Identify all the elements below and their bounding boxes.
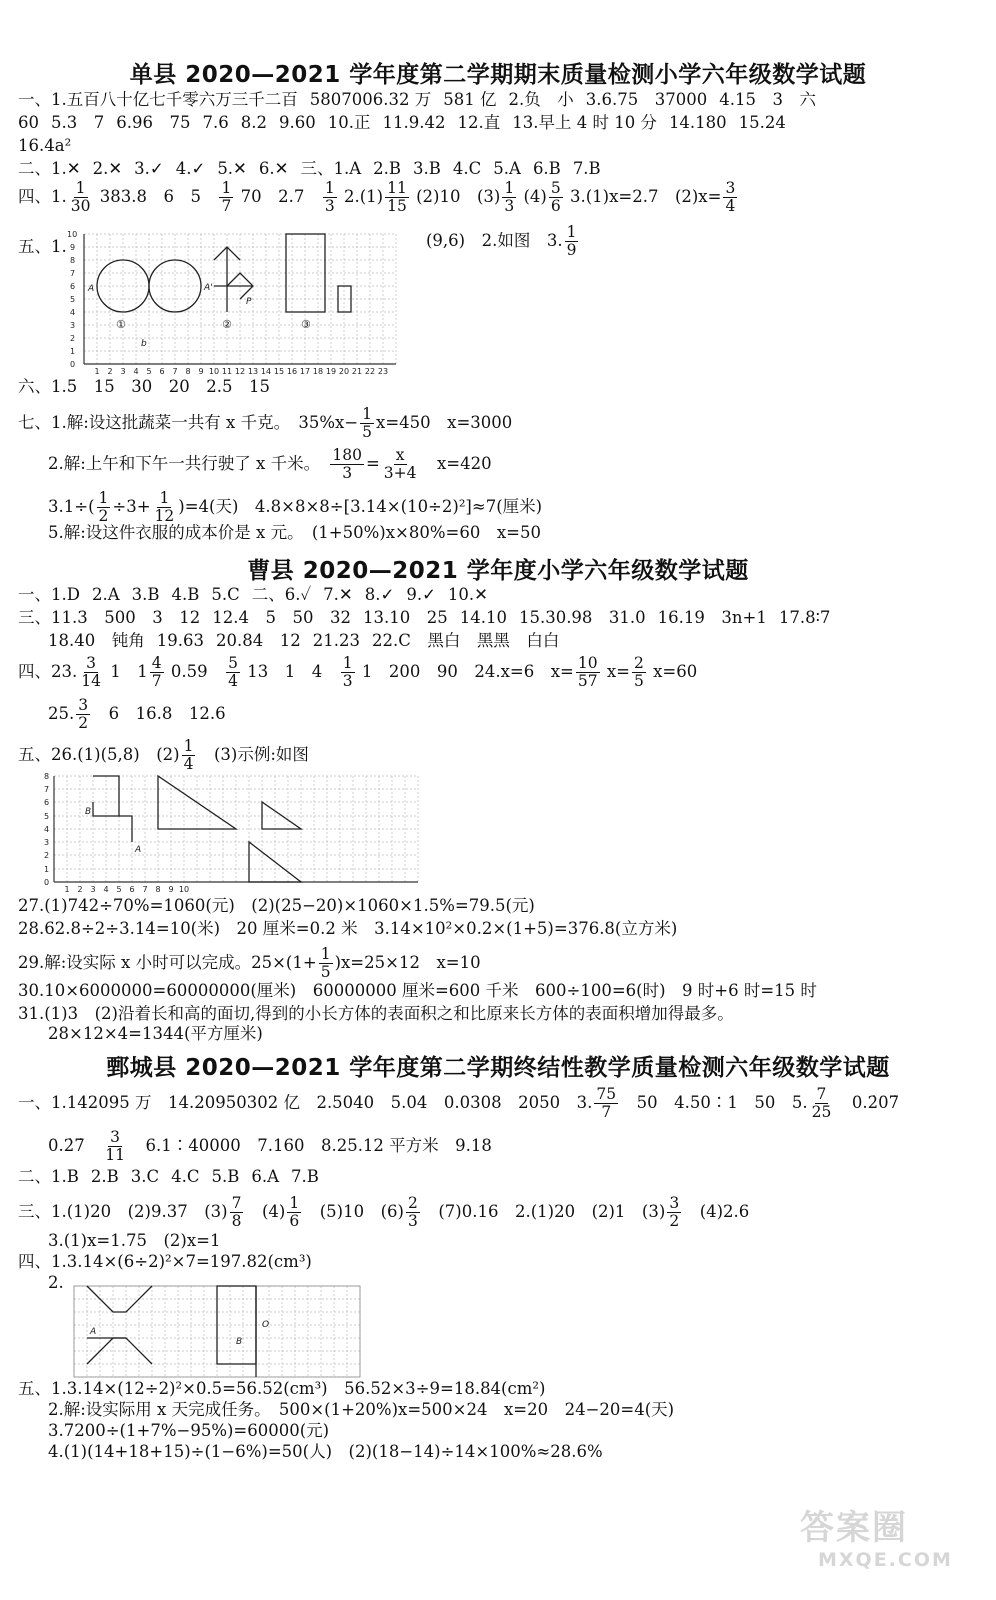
s3-l1-b: 50 4.50∶1 50 5. <box>636 1093 808 1112</box>
s3-l2-b: 6.1∶40000 7.160 8.25.12 平方米 9.18 <box>145 1136 492 1155</box>
s2-l2-6: 17.8∶7 <box>778 608 831 627</box>
s2-l4-e: 1 200 90 24.x=6 x= <box>361 662 574 681</box>
x-tick: 9 <box>168 885 174 894</box>
s3-l4-d: (7)0.16 2.(1)20 (2)1 (3) <box>438 1202 666 1221</box>
s3-l1-a: 一、1.142095 万 14.20950302 亿 2.5040 5.04 0.0308 2050 3. <box>18 1093 593 1112</box>
s2-l6-b: (3)示例:如图 <box>213 745 309 764</box>
y-tick: 7 <box>70 269 76 278</box>
s2-line4 <box>18 655 988 690</box>
fraction: $\frac{1}{4}$ <box>183 737 194 773</box>
s3-l3-4: 5.B <box>211 1167 240 1186</box>
s1-l10-c: )=4(天) 4.8×8×8÷[3.14×(10÷2)²]≈7(厘米) <box>178 497 543 516</box>
s3-l3-3: 4.C <box>171 1167 200 1186</box>
x-tick: 2 <box>107 367 113 376</box>
s2-line2 <box>18 607 988 629</box>
s3-line5: 3.(1)x=1.75 (2)x=1 <box>48 1231 221 1250</box>
grid3-shapes <box>87 1286 256 1377</box>
fraction: $\frac{5}{4}$ <box>228 654 238 690</box>
s1-l4-7: 2.B <box>373 159 402 178</box>
s1-l2-2: 6.96 75 <box>116 113 191 132</box>
s3-l3-5: 6.A <box>251 1167 280 1186</box>
s2-l4-d: 13 1 4 <box>247 662 323 681</box>
x-tick: 3 <box>120 367 126 376</box>
s3-line2 <box>48 1129 996 1164</box>
fraction: $\frac{1}{2}$ <box>98 489 109 525</box>
x-tick: 8 <box>155 885 161 894</box>
y-tick: 9 <box>70 243 76 252</box>
x-tick: 4 <box>103 885 109 894</box>
s2-l5-b: 6 16.8 12.6 <box>108 704 226 723</box>
y-tick: 6 <box>44 798 50 807</box>
s3-l2-a: 0.2̇7̇ <box>48 1136 85 1155</box>
x-tick: 2 <box>77 885 83 894</box>
s1-l2-8: 12.直 <box>457 113 501 132</box>
label-a: A <box>90 1327 97 1337</box>
s3-l4-c: (5)10 (6) <box>319 1202 404 1221</box>
y-tick: 0 <box>70 360 76 369</box>
fraction: $\frac{3}{2}$ <box>78 696 89 732</box>
s1-l2-11: 15.24 <box>738 113 786 132</box>
fraction: $\frac{3}{14}$ <box>81 654 101 690</box>
x-tick-labels <box>64 885 189 894</box>
s1-l1-5: 4.15 3 六 <box>719 90 816 109</box>
fraction: $\frac{10}{57}$ <box>577 654 598 690</box>
s1-line4 <box>18 158 988 180</box>
fraction: $\frac{1}{5}$ <box>320 945 331 981</box>
s1-line5 <box>18 180 988 215</box>
coordinate-grid-3 <box>70 1282 370 1382</box>
s1-line8 <box>18 406 988 441</box>
x-tick-labels <box>94 367 388 376</box>
watermark-logo: 答案圈 <box>800 1508 908 1548</box>
s1-l4-6: 三、1.A <box>300 159 362 178</box>
x-tick: 22 <box>364 367 376 376</box>
y-tick: 2 <box>44 851 50 860</box>
s1-l1-1: 5807006.32 万 <box>309 90 432 109</box>
s1-l9-b: x=420 <box>437 454 492 473</box>
s1-l4-12: 7.B <box>572 159 601 178</box>
s2-line9 <box>18 946 988 981</box>
y-tick-labels <box>67 230 77 369</box>
s1-line3: 16.4a² <box>18 136 72 155</box>
x-tick: 14 <box>260 367 272 376</box>
fraction: $\frac{1}{12}$ <box>154 489 175 525</box>
x-tick: 10 <box>208 367 220 376</box>
title-juancheng: 鄄城县 2020—2021 学年度第二学期终结性教学质量检测六年级数学试题 <box>106 1055 890 1081</box>
s1-l4-8: 3.B <box>413 159 441 178</box>
s1-l2-4: 8.2 <box>240 113 267 132</box>
y-tick: 2 <box>70 334 76 343</box>
s3-l1-c: 0.2̇07̇ <box>851 1093 900 1112</box>
s2-l2-3: 14.10 <box>459 608 507 627</box>
y-tick: 8 <box>44 772 50 781</box>
s1-l5-g: (4) <box>523 187 547 206</box>
s2-line1 <box>18 584 988 606</box>
s1-line7: 六、1.5 15 30 20 2.5 15 <box>18 377 270 396</box>
x-tick: 21 <box>351 367 363 376</box>
s2-l4-b: 1 1 <box>110 662 148 681</box>
s2-l1-7: 8.✓ <box>364 585 395 604</box>
s2-l2-5: 16.19 3n+1 <box>657 608 767 627</box>
fraction: $\frac{2}{3}$ <box>407 1194 418 1230</box>
s3-l4-e: (4)2.6 <box>699 1202 750 1221</box>
y-tick: 4 <box>70 308 76 317</box>
s2-l1-3: 4.B <box>171 585 200 604</box>
fraction: $\frac{1}{3}$ <box>504 179 515 215</box>
s2-l2-1: 12.4 5 50 32 <box>212 608 351 627</box>
label-a: A <box>135 845 142 855</box>
x-tick: 3 <box>90 885 96 894</box>
s2-l1-8: 9.✓ <box>406 585 436 604</box>
s1-line11: 5.解:设这件衣服的成本价是 x 元。 (1+50%)x×80%=60 x=50 <box>48 523 541 542</box>
fraction: $\frac{3}{4}$ <box>725 179 736 215</box>
x-tick: 18 <box>312 367 324 376</box>
s3-l4-b: (4) <box>261 1202 286 1221</box>
y-tick: 3 <box>44 838 50 847</box>
label-circled-2: ② <box>222 318 232 331</box>
fraction: $\frac{75}{7}$ <box>596 1085 617 1121</box>
s2-l6-a: 五、26.(1)(5,8) (2) <box>18 745 180 764</box>
y-tick: 10 <box>67 230 78 239</box>
s3-line9: 2.解:设实际用 x 天完成任务。 500×(1+20%)x=500×24 x=20 24−20=4(天) <box>48 1400 675 1419</box>
watermark <box>800 1500 953 1571</box>
s2-l1-6: 7.✕ <box>323 585 353 604</box>
s1-line1 <box>18 89 988 111</box>
s1-l4-4: 5.✕ <box>217 159 247 178</box>
x-tick: 4 <box>133 367 139 376</box>
s1-l4-3: 4.✓ <box>175 159 206 178</box>
s1-l2-6: 10.正 <box>327 113 371 132</box>
s1-line2 <box>18 112 988 134</box>
x-tick: 15 <box>273 367 285 376</box>
s2-l1-4: 5.C <box>211 585 240 604</box>
s1-l5-c: 70 2.7 <box>240 187 305 206</box>
x-tick: 1 <box>64 885 70 894</box>
s1-l5-b: 383.8 6 5 <box>99 187 201 206</box>
s1-l10-a: 3.1÷( <box>48 497 95 516</box>
label-a: A <box>88 284 95 294</box>
s2-l1-9: 10.✕ <box>447 585 488 604</box>
s3-line3 <box>18 1166 988 1188</box>
s3-l3-6: 7.B <box>291 1167 319 1186</box>
s1-line10 <box>48 490 996 525</box>
x-tick: 1 <box>94 367 100 376</box>
s2-l4-c: 0.59 <box>170 662 208 681</box>
s1-l8-b: x=450 x=3000 <box>376 413 513 432</box>
s1-l5-e: (2)10 (3) <box>416 187 501 206</box>
s3-l3-2: 3.C <box>130 1167 160 1186</box>
label-circled-3: ③ <box>301 318 311 331</box>
s2-line11: 31.(1)3 (2)沿着长和高的面切,得到的小长方体的表面积之和比原来长方体的表面积增加得最多。 <box>18 1004 734 1023</box>
fraction: $\frac{180}{3}$ <box>332 446 362 482</box>
y-tick: 0 <box>44 878 50 887</box>
x-tick: 6 <box>129 885 135 894</box>
s3-line11: 4.(1)(14+18+15)÷(1−6%)=50(人) (2)(18−14)÷14×100%≈28.6% <box>48 1442 603 1461</box>
label-a-prime: A' <box>204 283 213 293</box>
s3-l4-a: 三、1.(1)20 (2)9.37 (3) <box>18 1202 228 1221</box>
fraction: $\frac{7}{8}$ <box>231 1194 242 1230</box>
s1-l4-10: 5.A <box>493 159 521 178</box>
x-tick: 17 <box>299 367 311 376</box>
x-tick: 5 <box>116 885 122 894</box>
s2-l1-0: 一、1.D <box>18 585 80 604</box>
s2-l5-a: 25. <box>48 704 75 723</box>
y-tick: 3 <box>70 321 76 330</box>
y-tick: 5 <box>70 295 76 304</box>
s1-l4-5: 6.✕ <box>258 159 289 178</box>
y-tick: 1 <box>70 347 76 356</box>
s2-l3-1: 19.63 <box>156 631 204 650</box>
x-tick: 7 <box>172 367 178 376</box>
x-tick: 13 <box>247 367 259 376</box>
s2-l1-1: 2.A <box>91 585 120 604</box>
watermark-url: MXQE.COM <box>818 1549 953 1571</box>
fraction: $\frac{5}{6}$ <box>550 179 561 215</box>
x-tick: 20 <box>338 367 350 376</box>
s2-l3-4: 22.C 黑白 黑黑 白白 <box>371 631 560 650</box>
s3-l3-1: 2.B <box>90 1167 119 1186</box>
fraction: $\frac{7}{25}$ <box>811 1085 832 1121</box>
s1-l2-3: 7.6 <box>202 113 229 132</box>
s1-l6-rest <box>426 224 726 259</box>
x-tick: 10 <box>178 885 190 894</box>
label-p: P <box>246 297 252 307</box>
s2-l9-a: 29.解:设实际 x 小时可以完成。25×(1+ <box>18 953 317 972</box>
s1-l6-prefix: 五、1. <box>18 237 67 256</box>
y-tick: 4 <box>44 825 50 834</box>
s3-line6: 四、1.3.14×(6÷2)²×7=197.82(cm³) <box>18 1252 312 1271</box>
s1-l5-a: 四、1. <box>18 187 67 206</box>
label-o: O <box>262 1320 270 1330</box>
s3-l3-0: 二、1.B <box>18 1167 79 1186</box>
s1-l2-0: 60 <box>18 113 39 132</box>
coordinate-grid-1 <box>64 224 404 376</box>
s2-line5 <box>48 697 996 732</box>
s1-l4-0: 二、1.✕ <box>18 159 81 178</box>
y-tick: 6 <box>70 282 76 291</box>
s2-l3-3: 21.23 <box>312 631 360 650</box>
s1-l1-2: 581 亿 <box>443 90 497 109</box>
s3-line8: 五、1.3.14×(12÷2)²×0.5=56.52(cm³) 56.52×3÷9=18.84(cm²) <box>18 1379 546 1398</box>
fraction: $\frac{11}{15}$ <box>387 179 407 215</box>
s1-l2-7: 11.9.42 <box>382 113 446 132</box>
s1-l8-a: 七、1.解:设这批蔬菜一共有 x 千克。 35%x− <box>18 413 359 432</box>
s1-l4-11: 6.B <box>532 159 561 178</box>
label-b: B <box>85 807 92 817</box>
x-tick: 19 <box>325 367 337 376</box>
s1-l4-1: 2.✕ <box>92 159 123 178</box>
s1-l9-eq: = <box>365 454 380 473</box>
s1-l6-b: (9,6) 2.如图 3. <box>426 231 563 250</box>
fraction: $\frac{3}{2}$ <box>669 1194 680 1230</box>
x-tick: 11 <box>221 367 233 376</box>
s1-l4-9: 4.C <box>452 159 482 178</box>
s2-l1-5: 二、6.✓ <box>251 585 312 604</box>
label-circled-1: ① <box>116 318 126 331</box>
grid3-labels <box>89 1320 269 1347</box>
s1-l2-9: 13.早上 4 时 10 分 <box>512 113 657 132</box>
fraction: $\frac{1}{6}$ <box>289 1194 300 1230</box>
x-tick: 6 <box>159 367 165 376</box>
s2-l4-g: x= <box>606 662 630 681</box>
s2-l4-a: 四、23. <box>18 662 78 681</box>
y-tick: 7 <box>44 785 50 794</box>
s1-l5-h: 3.(1)x=2.7 (2)x= <box>569 187 722 206</box>
s1-line9 <box>48 447 996 482</box>
fraction: $\frac{1}{3}$ <box>342 654 353 690</box>
fraction: $\frac{3}{11}$ <box>105 1128 125 1164</box>
y-tick: 8 <box>70 256 76 265</box>
s2-l4-h: x=60 <box>653 662 698 681</box>
fraction: $\frac{1}{30}$ <box>70 179 91 215</box>
s1-l2-1: 5.3 7 <box>51 113 105 132</box>
s2-line3 <box>48 630 996 652</box>
s1-l10-b: ÷3+ <box>112 497 151 516</box>
y-tick-labels <box>44 772 49 887</box>
s2-l9-b: )x=25×12 x=10 <box>334 953 481 972</box>
coordinate-grid-2 <box>36 770 436 898</box>
title-caoxian: 曹县 2020—2021 学年度小学六年级数学试题 <box>247 558 749 584</box>
s2-l2-0: 三、11.3 500 3 12 <box>18 608 201 627</box>
fraction: $\frac{1}{7}$ <box>221 179 232 215</box>
title-shanxian: 单县 2020—2021 学年度第二学期期末质量检测小学六年级数学试题 <box>129 62 867 88</box>
s1-l1-4: 3.6.75 37000 <box>585 90 708 109</box>
s2-line8: 28.62.8÷2÷3.14=10(米) 20 厘米=0.2 米 3.14×10²×0.2×(1+5)=376.8(立方米) <box>18 919 678 938</box>
x-tick: 8 <box>185 367 191 376</box>
s3-line7: 2. <box>48 1273 64 1292</box>
s2-l2-2: 13.10 25 <box>362 608 448 627</box>
grid2-shapes <box>93 776 301 882</box>
fraction: $\frac{4}{7}$ <box>151 654 162 690</box>
s1-l5-d: 2.(1) <box>343 187 384 206</box>
fraction: $\frac{1}{9}$ <box>566 223 577 259</box>
s2-l3-2: 20.84 12 <box>216 631 301 650</box>
s1-l1-3: 2.负 小 <box>508 90 574 109</box>
s2-line10: 30.10×6000000=60000000(厘米) 60000000 厘米=600 千米 600÷100=6(时) 9 时+6 时=15 时 <box>18 981 817 1000</box>
x-tick: 5 <box>146 367 152 376</box>
y-tick: 5 <box>44 812 50 821</box>
y-tick: 1 <box>44 865 50 874</box>
s2-line7: 27.(1)742÷70%=1060(元) (2)(25−20)×1060×1.5%=79.5(元) <box>18 896 535 915</box>
s3-line1 <box>18 1086 988 1121</box>
triangle-small-1 <box>262 802 301 829</box>
s2-l2-4: 15.30.98 31.0 <box>518 608 646 627</box>
s2-l3-0: 18.40 钝角 <box>48 631 145 650</box>
s1-l2-5: 9.60 <box>278 113 316 132</box>
s2-line6 <box>18 738 988 773</box>
x-tick: 12 <box>234 367 246 376</box>
fraction: $\frac{2}{5}$ <box>633 654 644 690</box>
x-tick: 16 <box>286 367 298 376</box>
s2-line12: 28×12×4=1344(平方厘米) <box>48 1024 263 1043</box>
x-tick: 23 <box>377 367 389 376</box>
s1-l4-2: 3.✓ <box>134 159 164 178</box>
s1-l2-10: 14.180 <box>668 113 727 132</box>
s1-l9-a: 2.解:上午和下午一共行驶了 x 千米。 <box>48 454 312 473</box>
label-b: b <box>141 339 147 349</box>
fraction: $\frac{x}{3+4}$ <box>383 446 417 482</box>
fraction: $\frac{1}{5}$ <box>362 405 373 441</box>
s3-line4 <box>18 1195 988 1230</box>
fraction: $\frac{1}{3}$ <box>324 179 335 215</box>
s1-l1-0: 一、1.五百八十亿七千零六万三千二百 <box>18 90 298 109</box>
s3-line10: 3.7200÷(1+7%−95%)=60000(元) <box>48 1421 330 1440</box>
s2-l1-2: 3.B <box>131 585 160 604</box>
label-b: B <box>236 1337 243 1347</box>
grid1-circled-numbers <box>116 318 311 331</box>
x-tick: 7 <box>142 885 148 894</box>
x-tick: 9 <box>198 367 204 376</box>
